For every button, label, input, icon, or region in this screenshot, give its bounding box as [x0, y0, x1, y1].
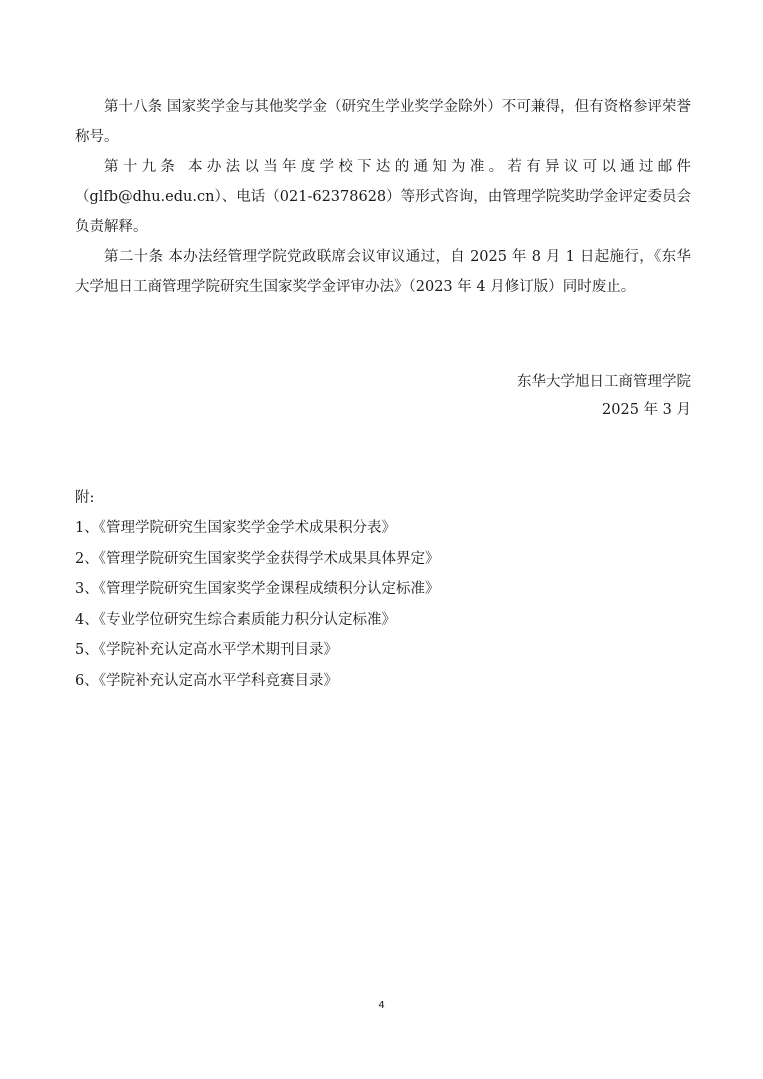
attachment-item: 5、《学院补充认定高水平学术期刊目录》	[75, 642, 338, 658]
attachment-item: 3、《管理学院研究生国家奖学金课程成绩积分认定标准》	[75, 581, 440, 597]
article-19-paragraph: 第十九条 本办法以当年度学校下达的通知为准。若有异议可以通过邮件（glfb@dhu.edu.cn）、电话（021-62378628）等形式咨询，由管理学院奖助学金评定委员会负责解释。	[75, 159, 691, 235]
attachment-item: 6、《学院补充认定高水平学科竞赛目录》	[75, 672, 338, 689]
signature-date: 2025 年 3 月	[602, 402, 691, 418]
article-20-paragraph: 第二十条 本办法经管理学院党政联席会议审议通过，自 2025 年 8 月 1 日起施行，《东华大学旭日工商管理学院研究生国家奖学金评审办法》（2023 年 4 月修订版）同时废止。	[75, 249, 691, 295]
attachment-item: 2、《管理学院研究生国家奖学金获得学术成果具体界定》	[75, 550, 440, 567]
attachments-list	[75, 513, 439, 696]
article-18-paragraph: 第十八条 国家奖学金与其他奖学金（研究生学业奖学金除外）不可兼得，但有资格参评荣誉称号。	[75, 99, 691, 145]
page-number: 4	[378, 1000, 385, 1011]
attachments-title: 附:	[75, 490, 95, 506]
signature-organization: 东华大学旭日工商管理学院	[517, 374, 691, 390]
attachment-item: 4、《专业学位研究生综合素质能力积分认定标准》	[75, 611, 396, 628]
attachment-item: 1、《管理学院研究生国家奖学金学术成果积分表》	[75, 520, 396, 536]
